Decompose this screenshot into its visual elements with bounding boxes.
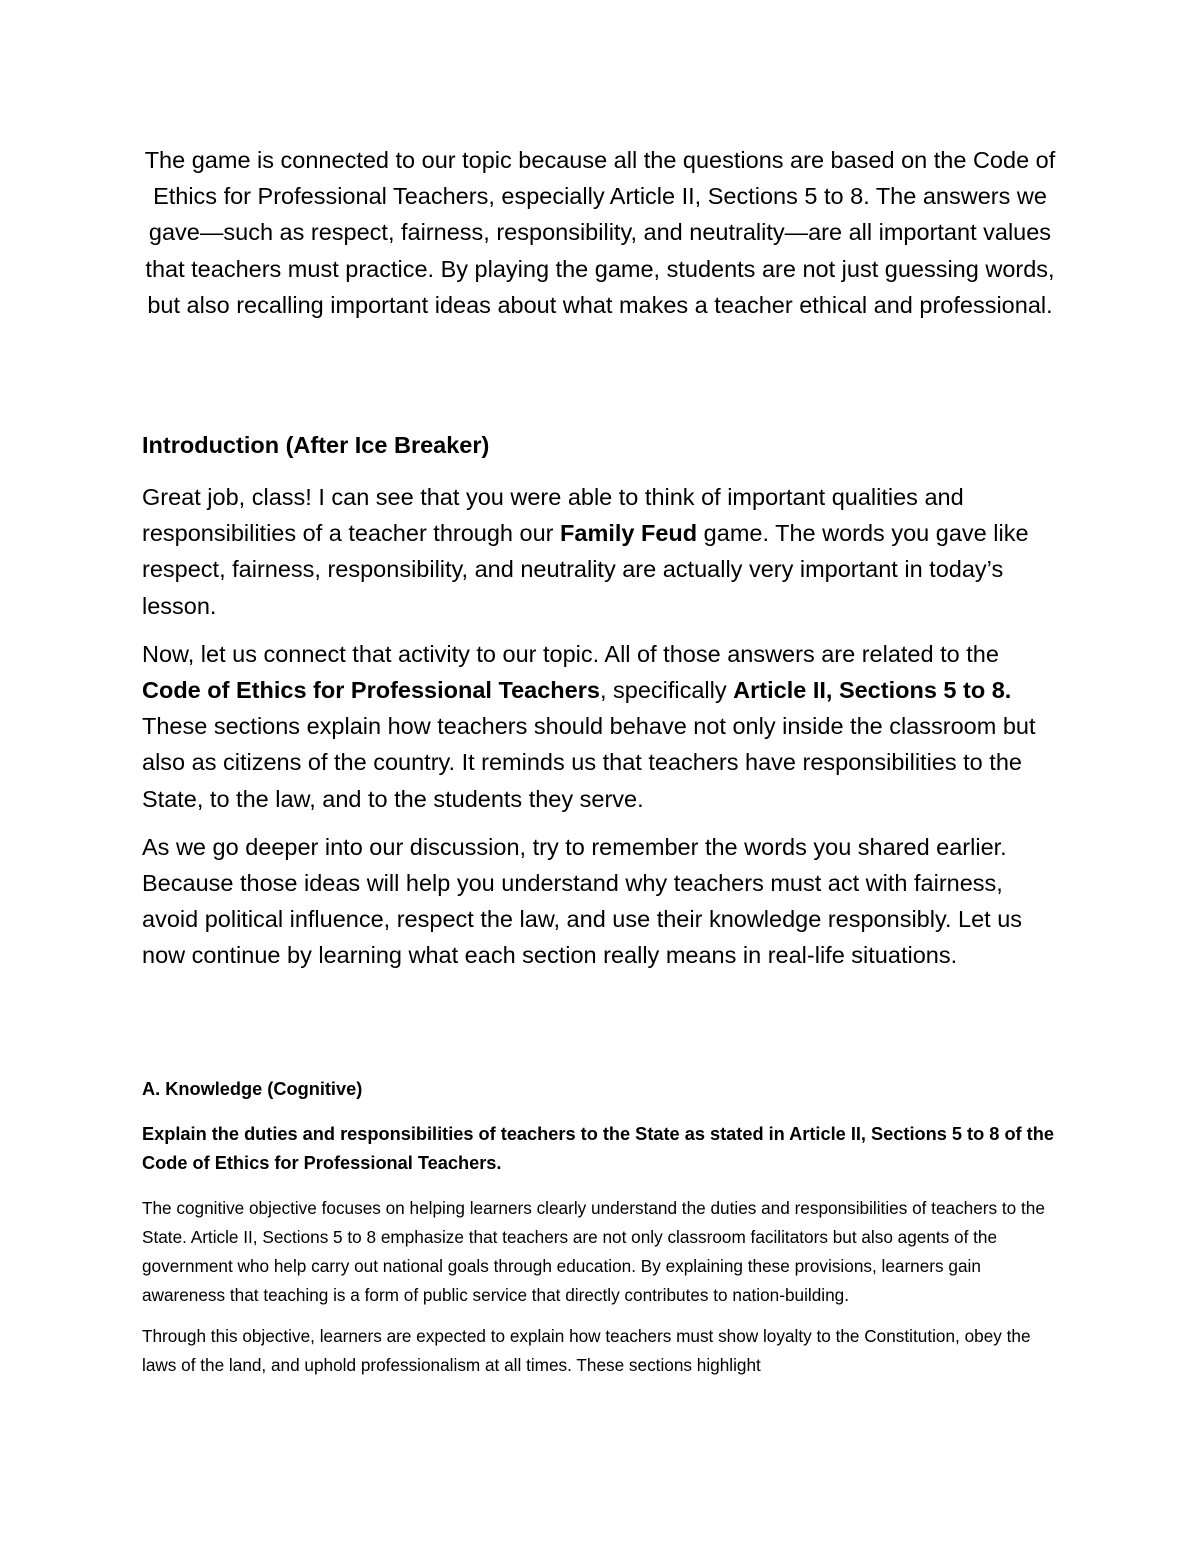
section-a-knowledge <box>142 1076 1062 1392</box>
introduction-paragraph-1 <box>142 479 1062 624</box>
intro-p2-text-c: , specifically <box>599 677 734 704</box>
intro-p1-text-c: game. The words you gave like respect, fairness, responsibility, and neutrality are actually very important in today’s lesson. <box>142 520 1029 619</box>
introduction-paragraph-3: As we go deeper into our discussion, try to remember the words you shared earlier. Because those ideas will help you understand why teachers must act with fairness, avoid political influence, respect the law, and use their knowledge responsibly. Let us now continue by learning what each section really means in real-life situations. <box>142 833 1023 969</box>
introduction-section <box>142 428 1062 986</box>
intro-p2-bold-code-of-ethics: Code of Ethics for Professional Teachers <box>142 677 600 704</box>
section-a-paragraph-1: The cognitive objective focuses on helping learners clearly understand the duties and responsibilities of teachers to the State. Article II, Sections 5 to 8 emphasize that teachers are not only classroom facilitators but also agents of the government who help carry out national goals through education. By explaining these provisions, learners gain awareness that teaching is a form of public service that directly contributes to nation-building. <box>142 1198 1045 1305</box>
intro-p2-bold-article: Article II, Sections 5 to 8. <box>733 677 1012 704</box>
intro-p2-text-e: These sections explain how teachers should behave not only inside the classroom but also as citizens of the country. It reminds us that teachers have responsibilities to the State, to the law, and to the students they serve. <box>142 713 1036 812</box>
introduction-paragraph-2 <box>142 636 1062 817</box>
intro-p2-text-a: Now, let us connect that activity to our topic. All of those answers are related to the <box>142 640 999 667</box>
section-a-objective: Explain the duties and responsibilities of teachers to the State as stated in Article II, Sections 5 to 8 of the Code of Ethics for Professional Teachers. <box>142 1124 1054 1173</box>
connection-paragraph: The game is connected to our topic because all the questions are based on the Code of Ethics for Professional Teachers, especially Article II, Sections 5 to 8. The answers we gave—such as respect, fairness, responsibility, and neutrality—are all important values that teachers must practice. By playing the game, students are not just guessing words, but also recalling important ideas about what makes a teacher ethical and professional. <box>144 147 1056 318</box>
introduction-heading: Introduction (After Ice Breaker) <box>142 432 490 458</box>
intro-p1-text-a: Great job, class! I can see that you were able to think of important qualities and responsibilities of a teacher through our <box>142 484 964 547</box>
intro-p1-bold-family-feud: Family Feud <box>560 520 698 547</box>
section-a-paragraph-2: Through this objective, learners are expected to explain how teachers must show loyalty to the Constitution, obey the laws of the land, and uphold professionalism at all times. These sections highlight <box>142 1326 1031 1375</box>
section-a-heading: A. Knowledge (Cognitive) <box>142 1079 363 1099</box>
